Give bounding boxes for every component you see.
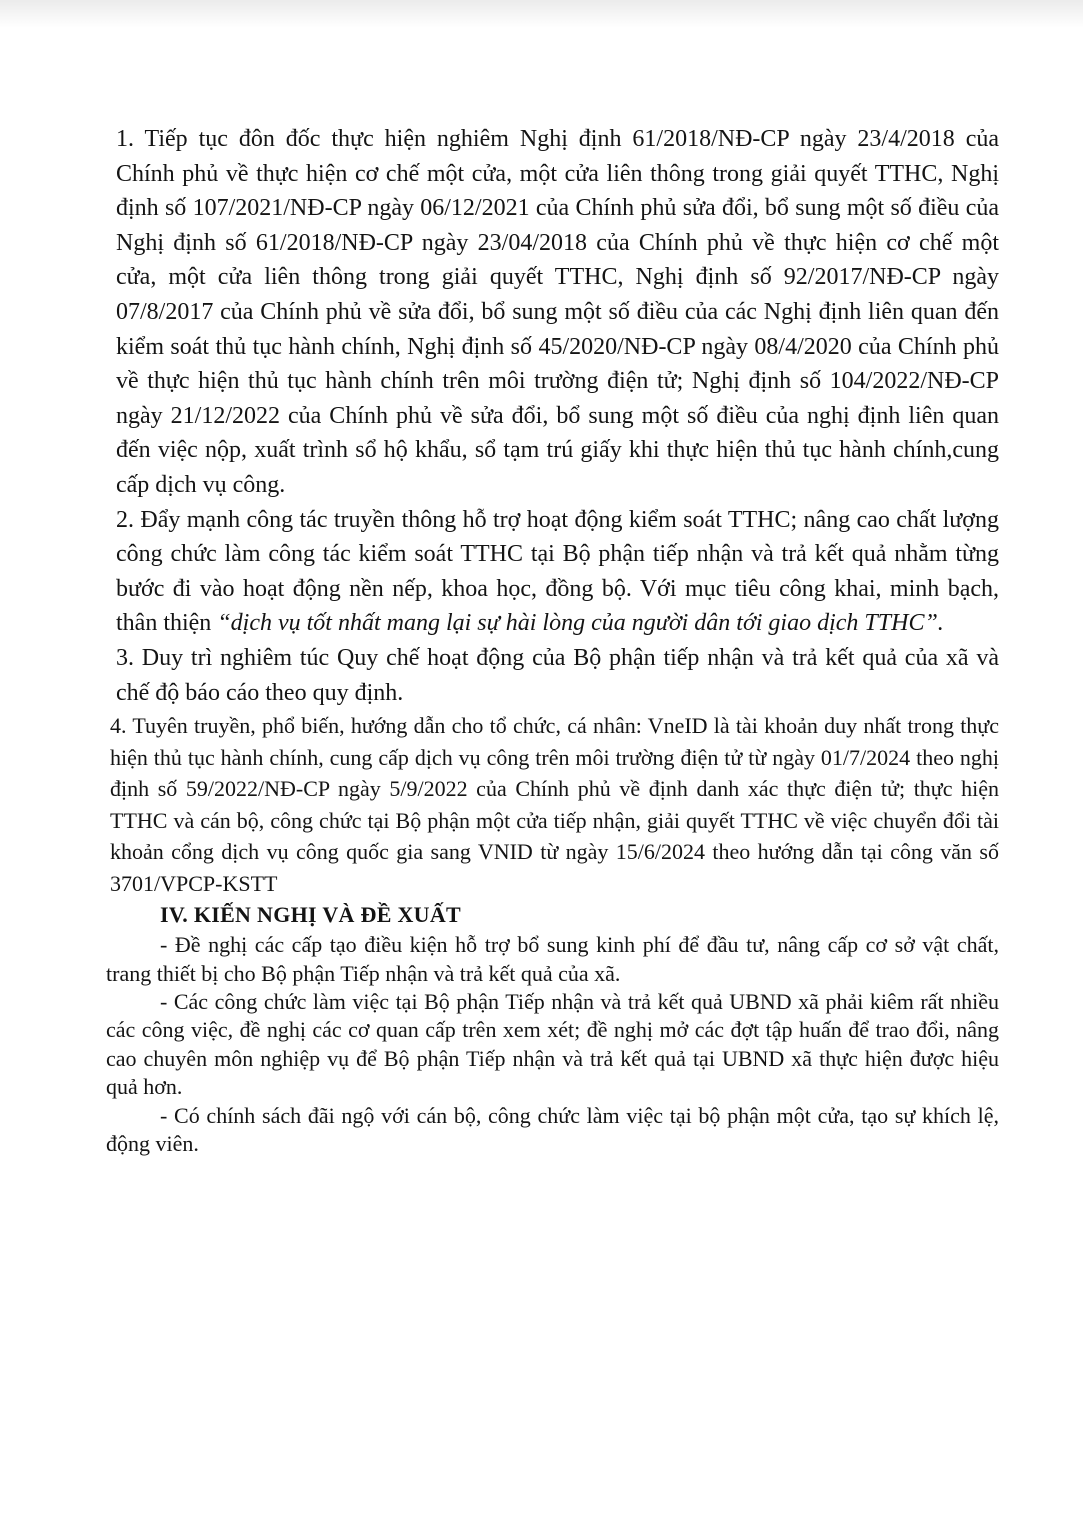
- paragraph-item-1: 1. Tiếp tục đôn đốc thực hiện nghiêm Nghị định 61/2018/NĐ-CP ngày 23/4/2018 của Chính phủ về thực hiện cơ chế một cửa, một cửa liên thông trong giải quyết TTHC, Nghị định số 107/2021/NĐ-CP ngày 06/12/2021 của Chính phủ sửa đổi, bổ sung một số điều của Nghị định số 61/2018/NĐ-CP ngày 23/04/2018 của Chính phủ về thực hiện cơ chế một cửa, một cửa liên thông trong giải quyết TTHC, Nghị định số 92/2017/NĐ-CP ngày 07/8/2017 của Chính phủ về sửa đổi, bổ sung một số điều của các Nghị định liên quan đến kiểm soát thủ tục hành chính, Nghị định số 45/2020/NĐ-CP ngày 08/4/2020 của Chính phủ về thực hiện thủ tục hành chính trên môi trường điện tử; Nghị định số 104/2022/NĐ-CP ngày 21/12/2022 của Chính phủ về sửa đổi, bổ sung một số điều của nghị định liên quan đến việc nộp, xuất trình sổ hộ khẩu, sổ tạm trú giấy khi thực hiện thủ tục hành chính,cung cấp dịch vụ công.: [116, 126, 999, 498]
- proposal-item-1: - Đề nghị các cấp tạo điều kiện hỗ trợ bổ sung kinh phí để đầu tư, nâng cấp cơ sở vật chất, trang thiết bị cho Bộ phận Tiếp nhận và trả kết quả của xã.: [106, 932, 999, 986]
- section-heading: IV. KIẾN NGHỊ VÀ ĐỀ XUẤT: [160, 902, 461, 928]
- item-2-quote: “dịch vụ tốt nhất mang lại sự hài lòng của người dân tới giao dịch TTHC”.: [217, 610, 944, 637]
- proposal-item-2: - Các công chức làm việc tại Bộ phận Tiếp nhận và trả kết quả UBND xã phải kiêm rất nhiều các công việc, đề nghị các cơ quan cấp trên xem xét; đề nghị mở các đợt tập huấn để trao đổi, nâng cao chuyên môn nghiệp vụ để Bộ phận Tiếp nhận và trả kết quả tại UBND xã thực hiện được hiệu quả hơn.: [106, 988, 999, 1100]
- item-2-text: 2. Đẩy mạnh công tác truyền thông hỗ trợ hoạt động kiểm soát TTHC; nâng cao chất lượng công chức làm công tác kiểm soát TTHC tại Bộ phận tiếp nhận và trả kết quả nhằm từng bước đi vào hoạt động nền nếp, khoa học, đồng bộ. Với mục tiêu công khai, minh bạch, thân thiện: [116, 506, 999, 637]
- scan-edge-shadow: [0, 0, 1083, 28]
- paragraph-item-2: [116, 503, 999, 641]
- proposal-item-3: - Có chính sách đãi ngộ với cán bộ, công chức làm việc tại bộ phận một cửa, tạo sự khích lệ, động viên.: [106, 1102, 999, 1156]
- paragraph-item-4: 4. Tuyên truyền, phổ biến, hướng dẫn cho tổ chức, cá nhân: VneID là tài khoản duy nhất trong thực hiện thủ tục hành chính, cung cấp dịch vụ công trên môi trường điện tử từ ngày 01/7/2024 theo nghị định số 59/2022/NĐ-CP ngày 5/9/2022 của Chính phủ về định danh xác thực điện tử; thực hiện TTHC và cán bộ, công chức tại Bộ phận một cửa tiếp nhận, giải quyết TTHC về việc chuyển đổi tài khoản cổng dịch vụ công quốc gia sang VNID từ ngày 15/6/2024 theo hướng dẫn tại công văn số 3701/VPCP-KSTT: [110, 713, 999, 896]
- paragraph-item-3: 3. Duy trì nghiêm túc Quy chế hoạt động của Bộ phận tiếp nhận và trả kết quả của xã và chế độ báo cáo theo quy định.: [116, 644, 999, 706]
